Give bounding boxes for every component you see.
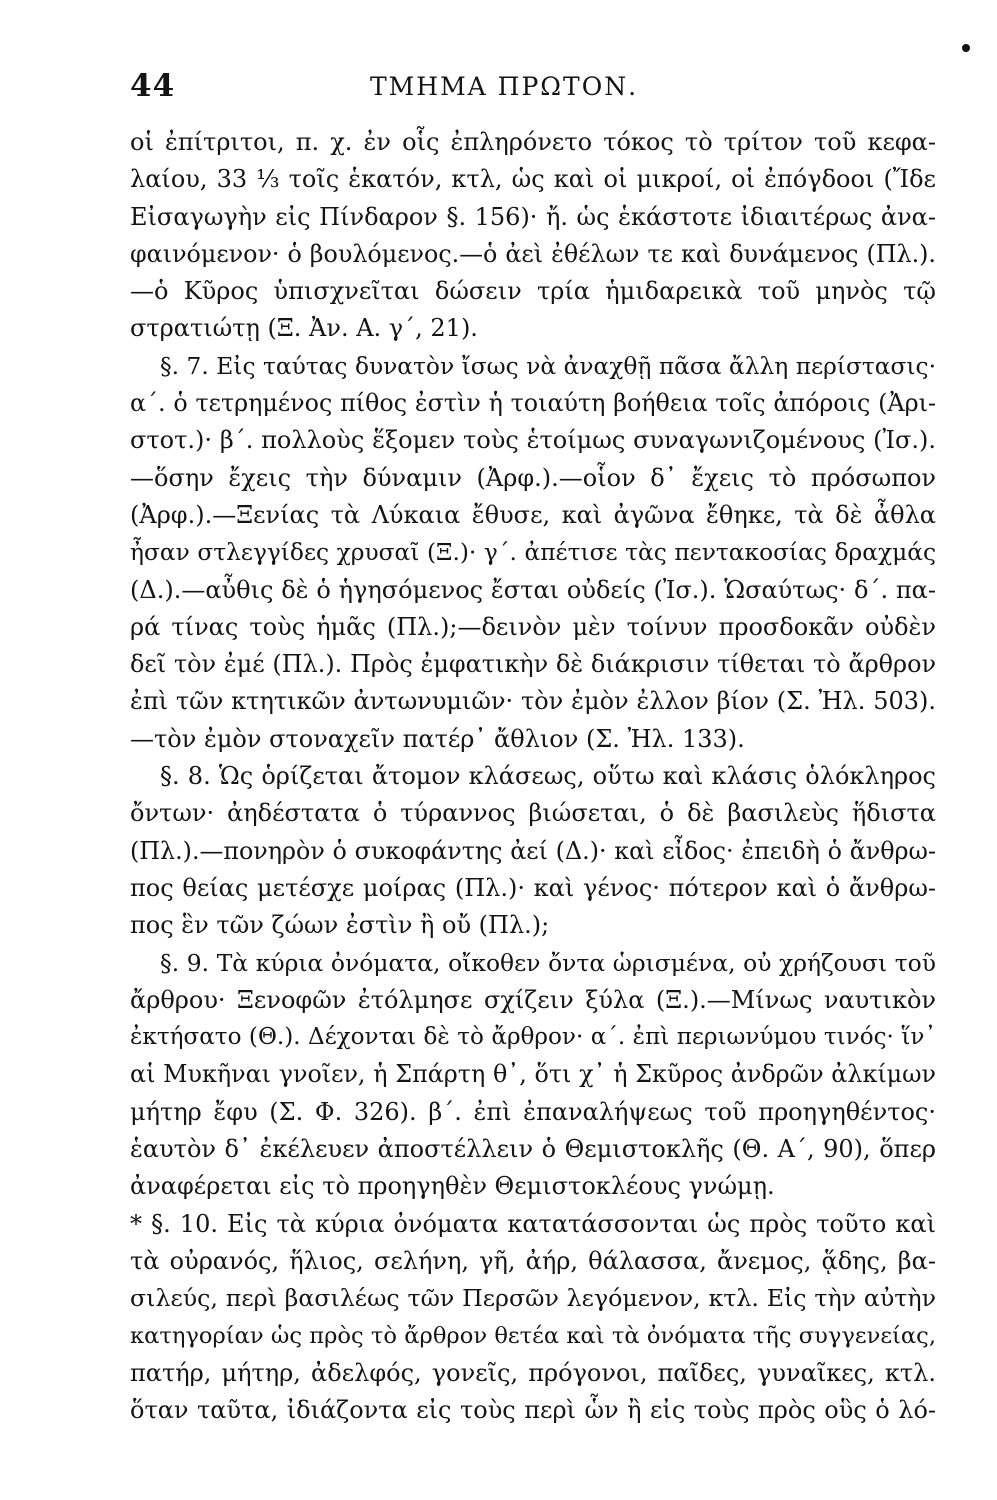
text-line: ἑαυτὸν δ᾽ ἐκέλευεν ἀποστέλλειν ὁ Θεμιστοκλῆς (Θ. Α΄, 90), ὅπερ [130, 1135, 936, 1164]
text-line: αἱ Μυκῆναι γνοῖεν, ἡ Σπάρτη θ᾽, ὅτι χ᾽ ἡ Σκῦρος ἀνδρῶν ἀλκίμων [130, 1060, 936, 1089]
text-line: σιλεύς, περὶ βασιλέως τῶν Περσῶν λεγόμενον, κτλ. Εἰς τὴν αὐτὴν [130, 1284, 936, 1313]
text-line: φαινόμενον· ὁ βουλόμενος.—ὁ ἀεὶ ἐθέλων τε καὶ δυνάμενος (Πλ.). [130, 239, 936, 268]
text-line: ἐκτήσατο (Θ.). Δέχονται δὲ τὸ ἄρθρον· α΄. ἐπὶ περιωνύμου τινός· ἵν᾽ [130, 1024, 936, 1051]
page-header [130, 68, 950, 108]
ink-speck [962, 44, 970, 52]
text-line: ἦσαν στλεγγίδες χρυσαῖ (Ξ.)· γ΄. ἀπέτισε τὰς πεντακοσίας δραχμάς [130, 539, 936, 567]
text-line: πατήρ, μήτηρ, ἀδελφός, γονεῖς, πρόγονοι, παῖδες, γυναῖκες, κτλ. [130, 1358, 936, 1387]
text-line: * §. 10. Εἰς τὰ κύρια ὀνόματα κατατάσσονται ὡς πρὸς τοῦτο καὶ [130, 1209, 936, 1238]
text-line: δεῖ τὸν ἐμέ (Πλ.). Πρὸς ἐμφατικὴν δὲ διάκρισιν τίθεται τὸ ἄρθρον [130, 650, 936, 679]
text-line: §. 7. Εἰς ταύτας δυνατὸν ἴσως νὰ ἀναχθῇ πᾶσα ἄλλη περίστασις· [160, 352, 936, 380]
page-number: 44 [130, 68, 176, 104]
text-line: ἄρθρου· Ξενοφῶν ἐτόλμησε σχίζειν ξύλα (Ξ.).—Μίνως ναυτικὸν [130, 985, 936, 1014]
text-line: —τὸν ἐμὸν στοναχεῖν πατέρ᾽ ἄθλιον (Σ. Ἠλ. 133). [130, 724, 745, 753]
text-line: §. 9. Τὰ κύρια ὀνόματα, οἴκοθεν ὄντα ὡρισμένα, οὐ χρήζουσι τοῦ [160, 948, 936, 977]
text-line: ἐπὶ τῶν κτητικῶν ἀντωνυμιῶν· τὸν ἐμὸν ἐλλον βίον (Σ. Ἠλ. 503). [130, 687, 936, 716]
text-line: (Πλ.).—πονηρὸν ὁ συκοφάντης ἀεί (Δ.)· καὶ εἶδος· ἐπειδὴ ὁ ἄνθρω- [130, 836, 936, 865]
text-line: τὰ οὐρανός, ἥλιος, σελήνη, γῆ, ἀήρ, θάλασσα, ἄνεμος, ᾅδης, βα- [130, 1246, 936, 1275]
text-line: ὅταν ταῦτα, ἰδιάζοντα εἰς τοὺς περὶ ὧν ἢ εἰς τοὺς πρὸς οὓς ὁ λό- [130, 1396, 936, 1425]
text-line: κατηγορίαν ὡς πρὸς τὸ ἄρθρον θετέα καὶ τὰ ὀνόματα τῆς συγγενείας, [130, 1322, 936, 1349]
text-line: ρά τίνας τοὺς ἡμᾶς (Πλ.);—δεινὸν μὲν τοίνυν προσδοκᾶν οὐδὲν [130, 612, 936, 641]
text-line: οἱ ἐπίτριτοι, π. χ. ἐν οἷς ἐπληρόνετο τόκος τὸ τρίτον τοῦ κεφα- [130, 128, 936, 156]
running-head: ΤΜΗΜΑ ΠΡΩΤΟΝ. [370, 72, 639, 101]
body-text [130, 124, 936, 1429]
text-line: —ὁ Κῦρος ὑπισχνεῖται δώσειν τρία ἡμιδαρεικὰ τοῦ μηνὸς τῷ [130, 277, 936, 306]
text-line: πος θείας μετέσχε μοίρας (Πλ.)· καὶ γένος· πότερον καὶ ὁ ἄνθρω- [130, 873, 936, 902]
text-line: (Δ.).—αὖθις δὲ ὁ ἡγησόμενος ἔσται οὐδείς (Ἰσ.). Ὡσαύτως· δ΄. πα- [130, 575, 936, 604]
text-line: μήτηρ ἔφυ (Σ. Φ. 326). β΄. ἐπὶ ἐπαναλήψεως τοῦ προηγηθέντος· [130, 1097, 936, 1126]
text-line: ὄντων· ἀηδέστατα ὁ τύραννος βιώσεται, ὁ δὲ βασιλεὺς ἥδιστα [130, 799, 936, 828]
text-line: (Ἀρφ.).—Ξενίας τὰ Λύκαια ἔθυσε, καὶ ἀγῶνα ἔθηκε, τὰ δὲ ἆθλα [130, 500, 936, 529]
text-line: α΄. ὁ τετρημένος πίθος ἐστὶν ἡ τοιαύτη βοήθεια τοῖς ἀπόροις (Ἀρι- [130, 389, 936, 418]
text-line: λαίου, 33 ⅓ τοῖς ἑκατόν, κτλ, ὡς καὶ οἱ μικροί, οἱ ἐπόγδοοι (Ἴδε [130, 165, 936, 194]
text-line: ἀναφέρεται εἰς τὸ προηγηθὲν Θεμιστοκλέους γνώμῃ. [130, 1172, 775, 1201]
text-line: στοτ.)· β΄. πολλοὺς ἕξομεν τοὺς ἑτοίμως συναγωνιζομένους (Ἰσ.). [130, 426, 936, 455]
text-line: στρατιώτῃ (Ξ. Ἀν. Α. γ΄, 21). [130, 314, 478, 343]
text-line: πος ἓν τῶν ζώων ἐστὶν ἢ οὔ (Πλ.); [130, 911, 550, 940]
text-line: §. 8. Ὡς ὁρίζεται ἄτομον κλάσεως, οὕτω καὶ κλάσις ὁλόκληρος [160, 762, 936, 791]
text-line: —ὅσην ἔχεις τὴν δύναμιν (Ἀρφ.).—οἷον δ᾽ ἔχεις τὸ πρόσωπον [130, 463, 936, 492]
text-line: Εἰσαγωγὴν εἰς Πίνδαρον §. 156)· ἤ. ὡς ἑκάστοτε ἰδιαιτέρως ἀνα- [130, 202, 936, 231]
